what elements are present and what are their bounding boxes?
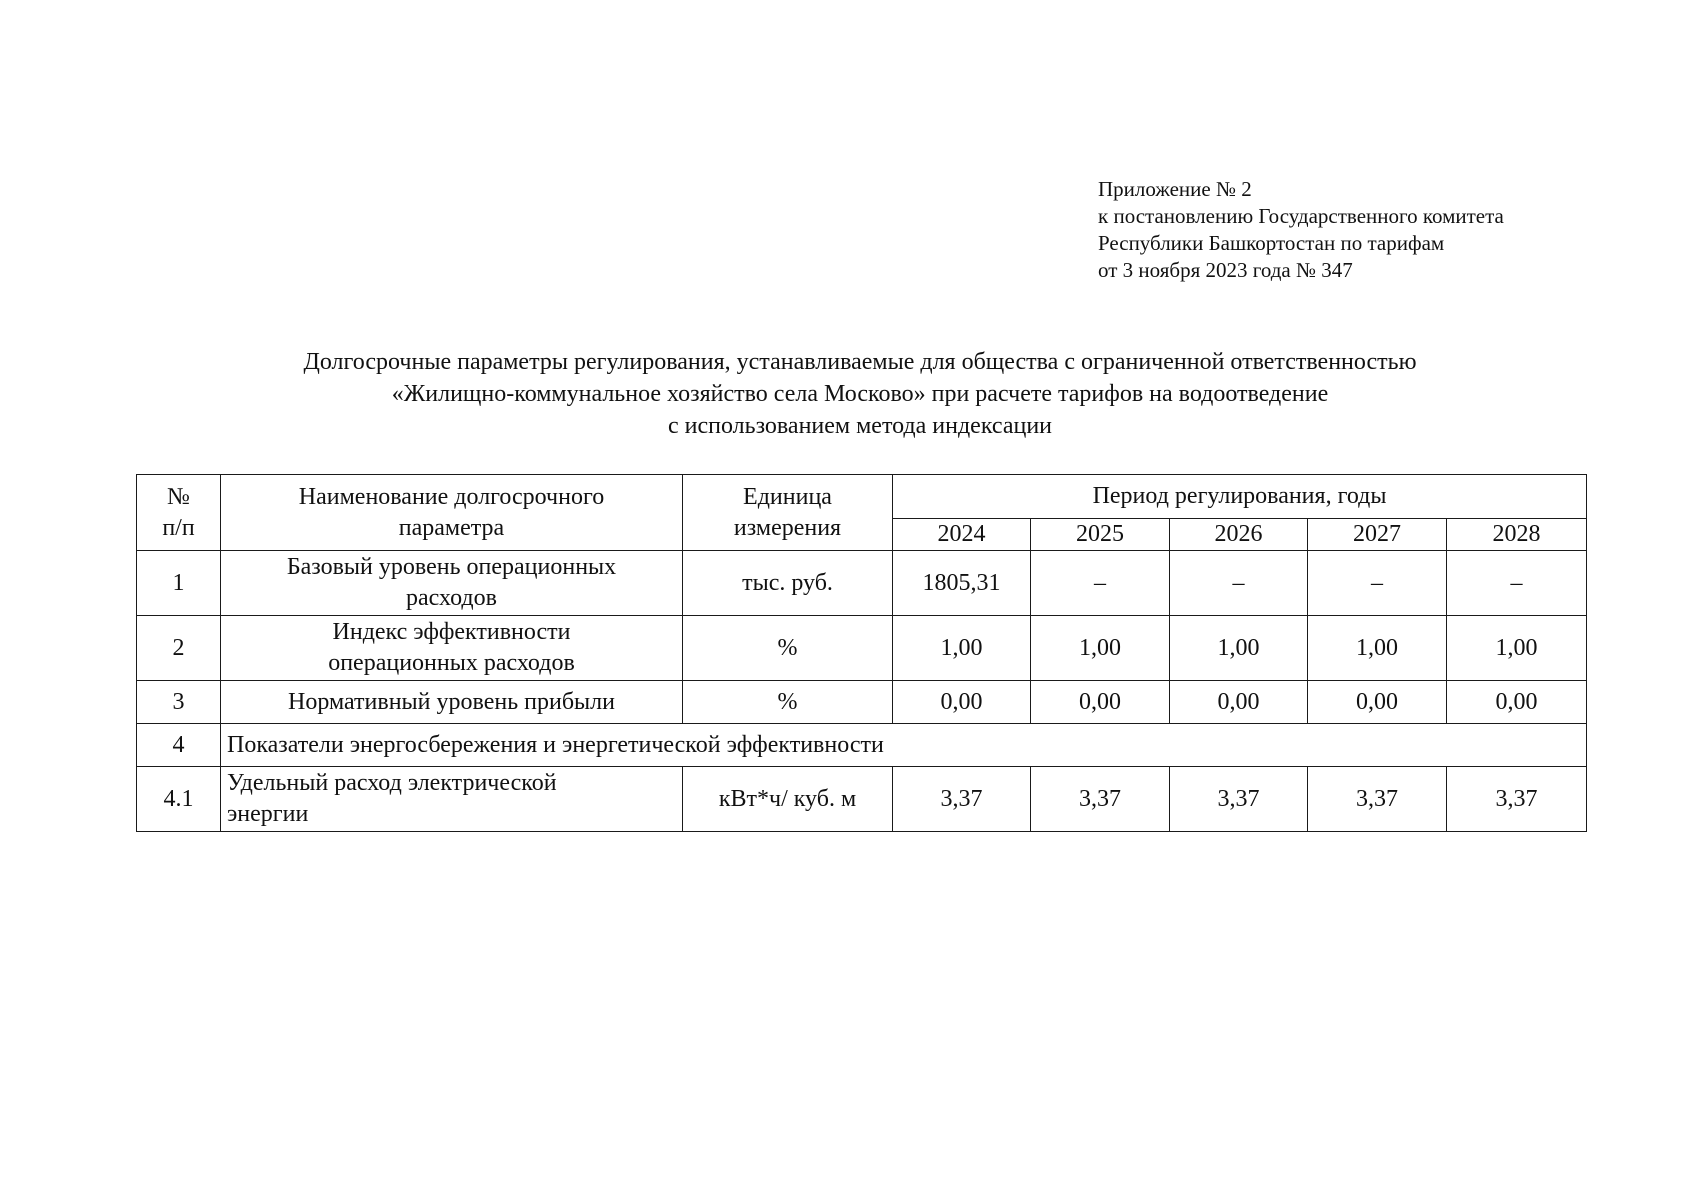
title-line: Долгосрочные параметры регулирования, устанавливаемые для общества с ограниченной ответственностью xyxy=(303,349,1417,375)
table-row xyxy=(137,767,1587,832)
appendix-line: к постановлению Государственного комитета xyxy=(1098,204,1504,228)
row-value: 0,00 xyxy=(1447,681,1587,724)
header-num-line: п/п xyxy=(162,514,195,541)
row-value: 0,00 xyxy=(1031,681,1170,724)
table-row xyxy=(137,551,1587,616)
header-num xyxy=(137,475,221,551)
header-unit xyxy=(683,475,893,551)
header-num-line: № xyxy=(167,483,190,510)
row-value: 3,37 xyxy=(1031,767,1170,832)
row-value: 0,00 xyxy=(1308,681,1447,724)
section-title: Показатели энергосбережения и энергетической эффективности xyxy=(221,724,1587,767)
row-value: 1,00 xyxy=(1447,616,1587,681)
row-num: 3 xyxy=(137,681,221,724)
row-value: – xyxy=(1447,551,1587,616)
row-name-line: Нормативный уровень прибыли xyxy=(288,688,615,715)
row-value: 1,00 xyxy=(1308,616,1447,681)
appendix-note xyxy=(1098,176,1504,284)
table-row xyxy=(137,616,1587,681)
row-value: 3,37 xyxy=(1447,767,1587,832)
row-value: 0,00 xyxy=(893,681,1031,724)
row-unit: % xyxy=(683,616,893,681)
row-name-line: энергии xyxy=(227,801,309,827)
row-name-line: операционных расходов xyxy=(328,650,575,676)
row-value: 1,00 xyxy=(1170,616,1308,681)
row-unit: % xyxy=(683,681,893,724)
row-name xyxy=(221,616,683,681)
row-value: – xyxy=(1031,551,1170,616)
row-num: 2 xyxy=(137,616,221,681)
appendix-line: Приложение № 2 xyxy=(1098,177,1252,201)
header-year: 2028 xyxy=(1447,519,1587,551)
header-period: Период регулирования, годы xyxy=(893,475,1587,519)
table-row xyxy=(137,681,1587,724)
row-value: 1805,31 xyxy=(893,551,1031,616)
row-value: 0,00 xyxy=(1170,681,1308,724)
row-unit: кВт*ч/ куб. м xyxy=(683,767,893,832)
row-value: – xyxy=(1170,551,1308,616)
table-header-row xyxy=(137,475,1587,519)
row-name-line: Удельный расход электрической xyxy=(227,770,557,796)
row-value: – xyxy=(1308,551,1447,616)
row-name-line: Индекс эффективности xyxy=(332,619,571,645)
header-name-line: Наименование долгосрочного xyxy=(298,483,605,510)
row-name xyxy=(221,767,683,832)
row-name-line: расходов xyxy=(406,585,497,611)
header-name xyxy=(221,475,683,551)
header-year: 2026 xyxy=(1170,519,1308,551)
header-year: 2024 xyxy=(893,519,1031,551)
header-year: 2027 xyxy=(1308,519,1447,551)
appendix-line: Республики Башкортостан по тарифам xyxy=(1098,231,1445,255)
document-title xyxy=(120,346,1600,442)
row-value: 1,00 xyxy=(893,616,1031,681)
parameters-table xyxy=(136,474,1587,832)
header-unit-line: измерения xyxy=(733,514,842,541)
appendix-line: от 3 ноября 2023 года № 347 xyxy=(1098,258,1353,282)
row-value: 3,37 xyxy=(893,767,1031,832)
title-line: с использованием метода индексации xyxy=(667,413,1053,439)
row-num: 1 xyxy=(137,551,221,616)
row-value: 3,37 xyxy=(1170,767,1308,832)
row-value: 3,37 xyxy=(1308,767,1447,832)
header-unit-line: Единица xyxy=(743,483,832,510)
row-value: 1,00 xyxy=(1031,616,1170,681)
row-num: 4.1 xyxy=(137,767,221,832)
row-name xyxy=(221,551,683,616)
row-name xyxy=(221,681,683,724)
row-name-line: Базовый уровень операционных xyxy=(286,554,617,580)
header-name-line: параметра xyxy=(398,514,505,541)
table-section-row xyxy=(137,724,1587,767)
title-line: «Жилищно-коммунальное хозяйство села Москово» при расчете тарифов на водоотведение xyxy=(391,381,1329,407)
header-year: 2025 xyxy=(1031,519,1170,551)
row-unit: тыс. руб. xyxy=(683,551,893,616)
row-num: 4 xyxy=(137,724,221,767)
